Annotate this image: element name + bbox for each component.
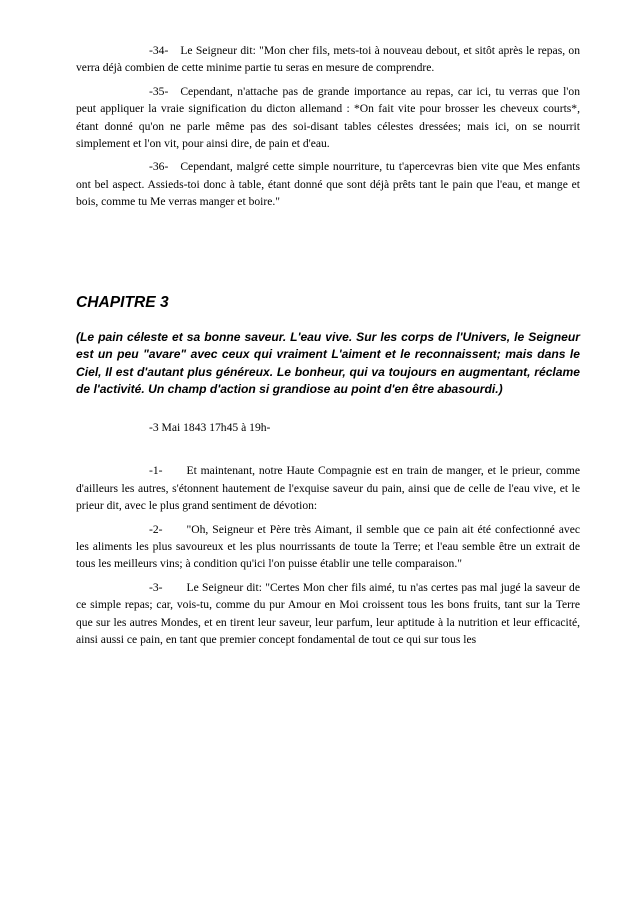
paragraph-number: -35- (149, 84, 169, 98)
chapter-title: CHAPITRE 3 (76, 293, 169, 311)
paragraph-text: Cependant, n'attache pas de grande importance au repas, car ici, tu verras que l'on peut appliquer la vraie signification du dicton allemand : *On fait vite pour brosser les cheveux courts*, étant donné qu'on ne parle même pas des soi-disant tables célestes dressées; mais ici, on se nourrit simplement et l'on vit, pour ainsi dire, de pain et d'eau. (76, 84, 580, 151)
paragraph-text: Cependant, malgré cette simple nourriture, tu t'apercevras bien vite que Mes enfants ont bel aspect. Assieds-toi donc à table, étant donné que sont déjà prêts tant le pain que l'eau, et mange et bois, comme tu Me verras manger et boire." (76, 160, 580, 209)
paragraph-36 (76, 158, 580, 210)
section-spacer (76, 217, 580, 293)
paragraph-3 (76, 579, 580, 649)
paragraph-text: Le Seigneur dit: "Mon cher fils, mets-toi à nouveau debout, et sitôt après le repas, on verra déjà combien de cette minime partie tu seras en mesure de comprendre. (76, 44, 580, 75)
paragraph-1 (76, 462, 580, 514)
paragraph-34 (76, 42, 580, 77)
paragraph-text: Et maintenant, notre Haute Compagnie est en train de manger, et le prieur, comme d'ailleurs les autres, s'étonnent hautement de l'exquise saveur du pain, ainsi que de celle de l'eau vive, et le prieur dit, avec le plus grand sentiment de dévotion: (76, 464, 580, 513)
paragraph-number: -1- (149, 464, 163, 478)
paragraph-number: -3- (149, 580, 163, 594)
chapter-date: -3 Mai 1843 17h45 à 19h- (149, 421, 271, 435)
paragraph-35 (76, 83, 580, 153)
paragraph-number: -36- (149, 160, 169, 174)
paragraph-text: "Oh, Seigneur et Père très Aimant, il semble que ce pain ait été confectionné avec les aliments les plus savoureux et les plus nourrissants de toute la Terre; et l'eau semble être un extrait de tous les meilleurs vins; à condition qu'ici l'on puisse établir une telle comparaison." (76, 522, 580, 571)
paragraph-text: Le Seigneur dit: "Certes Mon cher fils aimé, tu n'as certes pas mal jugé la saveur de ce simple repas; car, vois-tu, comme du pur Amour en Moi croissent tous les bons fruits, tant sur la Terre que sur les autres Mondes, et en tirent leur saveur, leur parfum, leur aptitude à la nutrition et leur efficacité, ainsi aussi ce pain, en tant que premier concept fondamental de tout ce qui sur tous les (76, 580, 580, 647)
paragraph-2 (76, 521, 580, 573)
paragraph-number: -34- (149, 44, 169, 57)
paragraph-number: -2- (149, 522, 163, 536)
chapter-summary: (Le pain céleste et sa bonne saveur. L'eau vive. Sur les corps de l'Univers, le Seigneur est un peu "avare" avec ceux qui vraiment L'aiment et le reconnaissent; mais dans le Ciel, Il est d'autant plus généreux. Le bonheur, qui va toujours en augmentant, réclame de l'activité. Un champ d'action si grandiose au point d'en être abasourdi.) (76, 329, 580, 397)
